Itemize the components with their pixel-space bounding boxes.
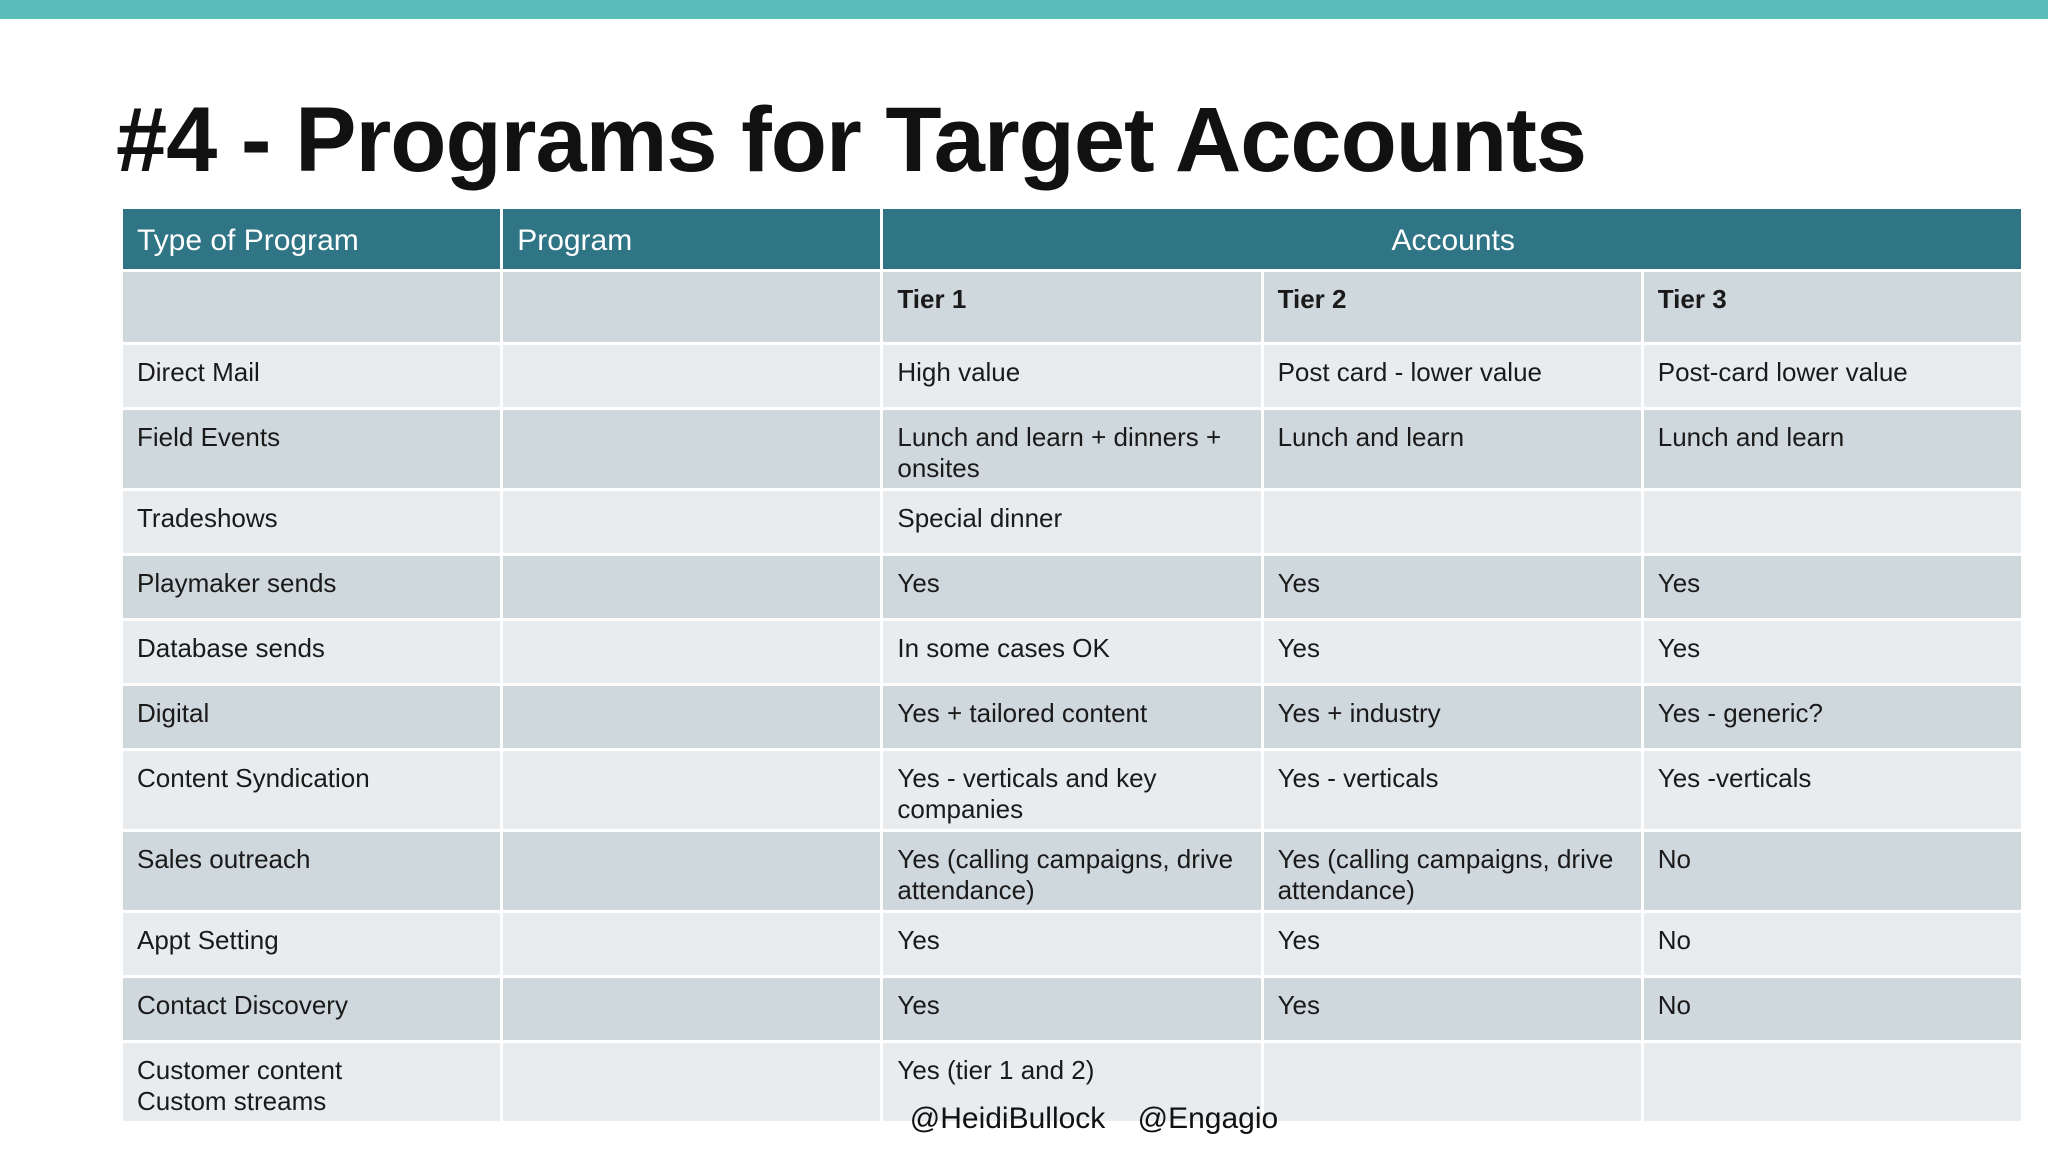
tier-row-blank-type	[122, 271, 502, 344]
cell-type-of-program: Field Events	[122, 409, 502, 490]
slide-title: #4 - Programs for Target Accounts	[116, 89, 1586, 191]
header-program: Program	[502, 208, 882, 271]
table-row	[122, 409, 2023, 490]
cell-tier-1: Yes	[882, 977, 1262, 1042]
cell-tier-1: High value	[882, 344, 1262, 409]
cell-type-of-program: Sales outreach	[122, 831, 502, 912]
cell-tier-1: Yes (calling campaigns, drive attendance)	[882, 831, 1262, 912]
cell-tier-2: Lunch and learn	[1262, 409, 1642, 490]
cell-tier-3: Post-card lower value	[1642, 344, 2022, 409]
footer-handle-engagio: @Engagio	[1137, 1102, 1279, 1135]
cell-tier-2: Yes	[1262, 555, 1642, 620]
programs-table	[120, 206, 2024, 1124]
tier-1-label: Tier 1	[882, 271, 1262, 344]
cell-tier-1: Yes	[882, 912, 1262, 977]
cell-tier-1: In some cases OK	[882, 620, 1262, 685]
cell-tier-3: Yes - generic?	[1642, 685, 2022, 750]
cell-tier-3: Yes -verticals	[1642, 750, 2022, 831]
footer-handle-heidi: @HeidiBullock	[909, 1102, 1106, 1135]
cell-tier-2	[1262, 490, 1642, 555]
cell-type-of-program: Direct Mail	[122, 344, 502, 409]
cell-tier-2: Yes	[1262, 912, 1642, 977]
table-row	[122, 555, 2023, 620]
tier-2-label: Tier 2	[1262, 271, 1642, 344]
cell-tier-3: No	[1642, 831, 2022, 912]
cell-program	[502, 555, 882, 620]
cell-tier-3: No	[1642, 977, 2022, 1042]
cell-program	[502, 912, 882, 977]
tier-row-blank-program	[502, 271, 882, 344]
footer-handles	[0, 1102, 2048, 1136]
cell-tier-3: Yes	[1642, 620, 2022, 685]
table-row	[122, 831, 2023, 912]
cell-type-of-program: Contact Discovery	[122, 977, 502, 1042]
table-row	[122, 490, 2023, 555]
cell-program	[502, 620, 882, 685]
cell-tier-2: Yes - verticals	[1262, 750, 1642, 831]
cell-tier-2: Post card - lower value	[1262, 344, 1642, 409]
cell-program	[502, 750, 882, 831]
cell-tier-2: Yes (calling campaigns, drive attendance)	[1262, 831, 1642, 912]
cell-tier-1: Lunch and learn + dinners + onsites	[882, 409, 1262, 490]
cell-type-of-program: Tradeshows	[122, 490, 502, 555]
cell-tier-1: Yes + tailored content	[882, 685, 1262, 750]
table-header-row	[122, 208, 2023, 271]
cell-tier-2: Yes + industry	[1262, 685, 1642, 750]
cell-program	[502, 685, 882, 750]
cell-type-of-program: Digital	[122, 685, 502, 750]
header-accounts: Accounts	[882, 208, 2023, 271]
cell-tier-1: Special dinner	[882, 490, 1262, 555]
cell-tier-3: Yes	[1642, 555, 2022, 620]
cell-tier-3: Lunch and learn	[1642, 409, 2022, 490]
cell-program	[502, 977, 882, 1042]
cell-type-of-program: Appt Setting	[122, 912, 502, 977]
cell-tier-2: Yes	[1262, 977, 1642, 1042]
cell-program	[502, 490, 882, 555]
cell-tier-1: Yes - verticals and key companies	[882, 750, 1262, 831]
cell-tier-1: Yes (tier 1 and 2)	[882, 1042, 1262, 1123]
cell-tier-3: No	[1642, 912, 2022, 977]
cell-type-of-program: Database sends	[122, 620, 502, 685]
top-accent-bar	[0, 0, 2048, 19]
cell-program	[502, 409, 882, 490]
cell-type-of-program: Content Syndication	[122, 750, 502, 831]
tier-header-row	[122, 271, 2023, 344]
table-row	[122, 620, 2023, 685]
cell-tier-2: Yes	[1262, 620, 1642, 685]
cell-type-of-program: Customer content Custom streams	[122, 1042, 502, 1123]
table-row	[122, 977, 2023, 1042]
tier-3-label: Tier 3	[1642, 271, 2022, 344]
cell-program	[502, 831, 882, 912]
header-type-of-program: Type of Program	[122, 208, 502, 271]
table-row	[122, 912, 2023, 977]
cell-type-of-program: Playmaker sends	[122, 555, 502, 620]
cell-tier-1: Yes	[882, 555, 1262, 620]
cell-tier-3	[1642, 490, 2022, 555]
table-row	[122, 750, 2023, 831]
cell-program	[502, 344, 882, 409]
table-row	[122, 685, 2023, 750]
table-row	[122, 344, 2023, 409]
